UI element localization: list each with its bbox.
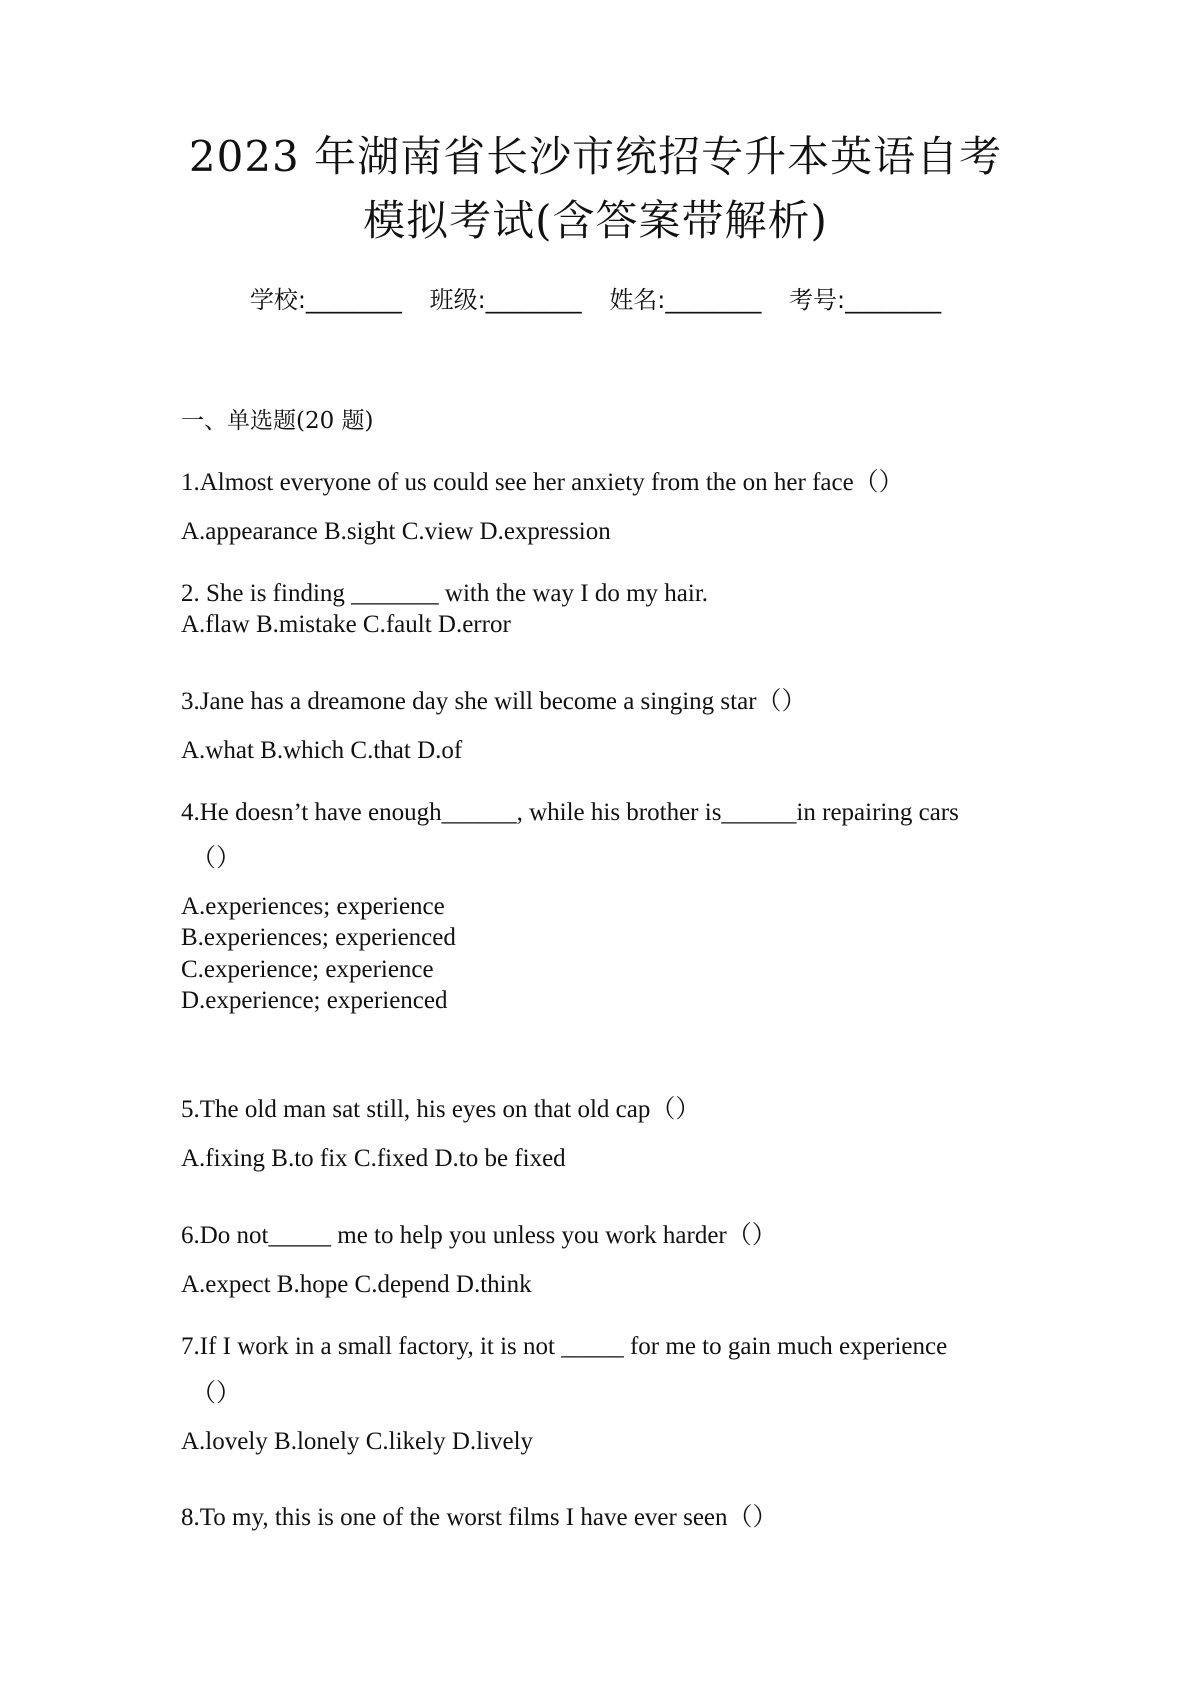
question-4-option-b: B.experiences; experienced: [181, 924, 456, 951]
question-4-stem: 4.He doesn’t have enough______, while his brother is______in repairing cars: [181, 799, 959, 826]
title-line-1: 2023 年湖南省长沙市统招专升本英语自考: [188, 132, 1003, 181]
question-1-stem: 1.Almost everyone of us could see her anxiety from the on her face（）: [181, 469, 904, 496]
question-6-options: A.expect B.hope C.depend D.think: [181, 1271, 532, 1298]
name-field: 姓名:________: [609, 286, 762, 314]
question-1-options: A.appearance B.sight C.view D.expression: [181, 518, 611, 545]
question-3-stem: 3.Jane has a dreamone day she will become a singing star（）: [181, 688, 807, 715]
question-7-stem-cont: （）: [191, 1380, 242, 1407]
school-field: 学校:________: [249, 286, 402, 314]
question-4-option-c: C.experience; experience: [181, 956, 434, 983]
exam-number-field: 考号:________: [789, 286, 942, 314]
question-8-stem: 8.To my, this is one of the worst films I have ever seen（）: [181, 1504, 778, 1531]
question-4-option-d: D.experience; experienced: [181, 987, 448, 1014]
question-5-stem: 5.The old man sat still, his eyes on that old cap（）: [181, 1096, 701, 1123]
question-2-stem: 2. She is finding _______ with the way I do my hair.: [181, 580, 709, 607]
question-2-options: A.flaw B.mistake C.fault D.error: [181, 611, 511, 638]
section-heading: 一、单选题(20 题): [181, 408, 374, 434]
student-info-row: [0, 280, 1191, 315]
question-4-option-a: A.experiences; experience: [181, 893, 445, 920]
question-5-options: A.fixing B.to fix C.fixed D.to be fixed: [181, 1145, 566, 1172]
question-7-stem: 7.If I work in a small factory, it is not _____ for me to gain much experience: [181, 1333, 948, 1360]
question-6-stem: 6.Do not_____ me to help you unless you work harder（）: [181, 1222, 777, 1249]
class-field: 班级:________: [429, 286, 582, 314]
question-7-options: A.lovely B.lonely C.likely D.lively: [181, 1428, 534, 1455]
title-line-2: 模拟考试(含答案带解析): [363, 196, 828, 245]
question-4-stem-cont: （）: [191, 845, 242, 872]
question-3-options: A.what B.which C.that D.of: [181, 737, 463, 764]
